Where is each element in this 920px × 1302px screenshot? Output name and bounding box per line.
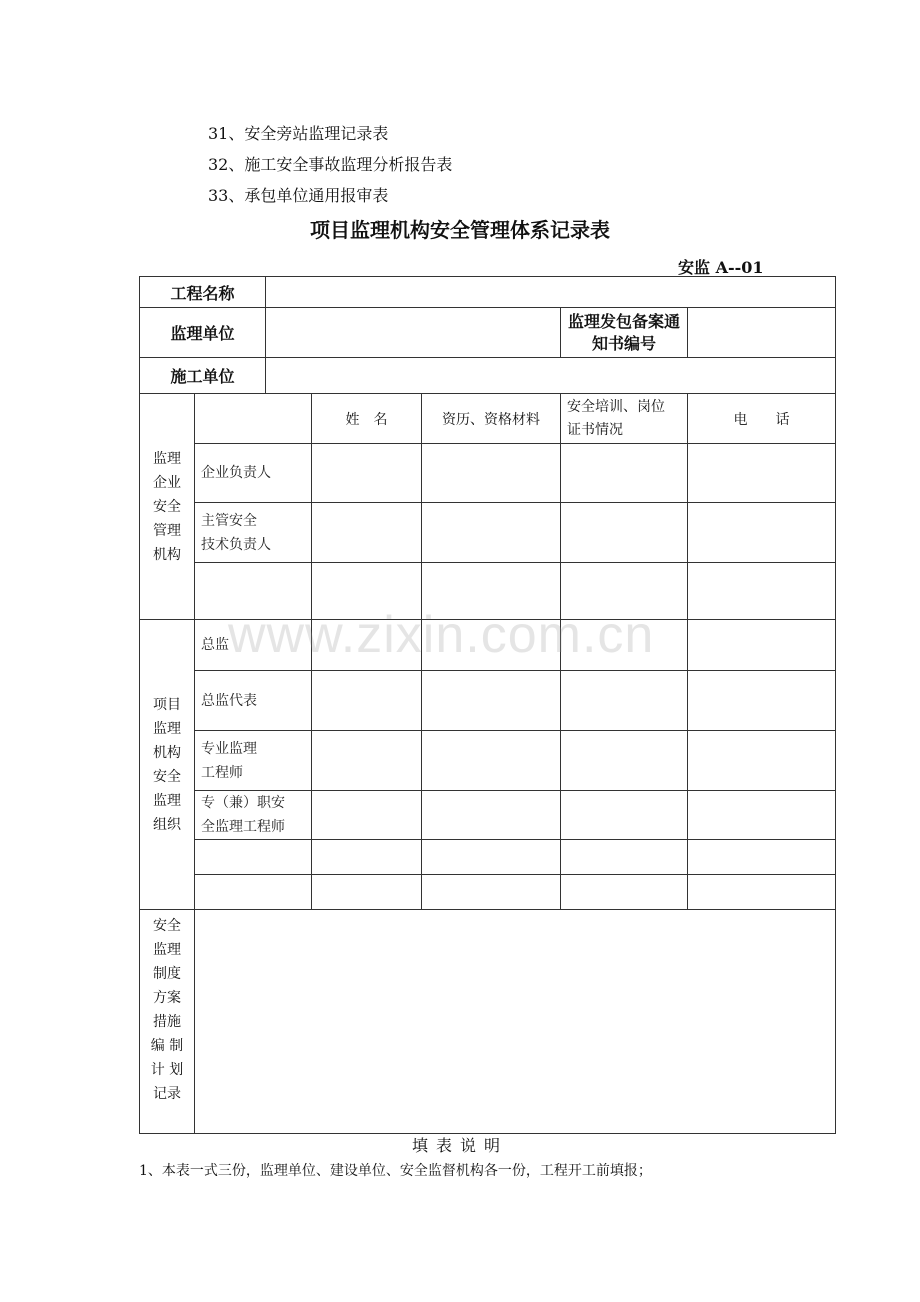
cell-qualification[interactable] (422, 875, 561, 910)
list-item: 32、施工安全事故监理分析报告表 (208, 155, 453, 174)
cell-training[interactable] (561, 791, 688, 840)
cell-qualification[interactable] (422, 731, 561, 791)
notice-number-label-line2: 知书编号 (592, 333, 657, 353)
cell-training[interactable] (561, 671, 688, 731)
cell-phone[interactable] (688, 563, 836, 620)
notes-heading: 填表说明 (411, 1136, 508, 1155)
cell-name[interactable] (312, 840, 422, 875)
notice-number-label-line1: 监理发包备案通 (568, 311, 681, 331)
column-name: 姓 名 (312, 394, 422, 444)
cell-name[interactable] (312, 791, 422, 840)
role-safety-engineer: 专（兼）职安 全监理工程师 (195, 791, 312, 840)
role-blank (195, 875, 312, 910)
cell-phone[interactable] (688, 503, 836, 563)
cell-name[interactable] (312, 671, 422, 731)
cell-phone[interactable] (688, 671, 836, 731)
cell-phone[interactable] (688, 791, 836, 840)
cell-training[interactable] (561, 731, 688, 791)
construction-unit-label: 施工单位 (140, 358, 266, 394)
system-record-value[interactable] (195, 910, 836, 1134)
cell-qualification[interactable] (422, 503, 561, 563)
cell-name[interactable] (312, 444, 422, 503)
construction-unit-value[interactable] (266, 358, 836, 394)
role-specialist: 专业监理 工程师 (195, 731, 312, 791)
cell-training[interactable] (561, 503, 688, 563)
project-group-label: 项目 监理 机构 安全 监理 组织 (140, 620, 195, 910)
cell-phone[interactable] (688, 840, 836, 875)
column-phone: 电 话 (688, 394, 836, 444)
column-qualification: 资历、资格材料 (422, 394, 561, 444)
project-name-label: 工程名称 (140, 277, 266, 308)
cell-qualification[interactable] (422, 671, 561, 731)
role-blank (195, 840, 312, 875)
cell-phone[interactable] (688, 875, 836, 910)
list-item: 31、安全旁站监理记录表 (208, 124, 389, 143)
notes-item: 1、本表一式三份，监理单位、建设单位、安全监督机构各一份，工程开工前填报； (139, 1163, 652, 1179)
form-title: 项目监理机构安全管理体系记录表 (310, 218, 610, 242)
list-item: 33、承包单位通用报审表 (208, 186, 389, 205)
cell-training[interactable] (561, 840, 688, 875)
supervision-unit-label: 监理单位 (140, 308, 266, 358)
cell-qualification[interactable] (422, 791, 561, 840)
notice-number-value[interactable] (688, 308, 836, 358)
cell-training[interactable] (561, 875, 688, 910)
cell-phone[interactable] (688, 731, 836, 791)
cell-training[interactable] (561, 444, 688, 503)
notice-number-label (561, 308, 688, 358)
project-name-value[interactable] (266, 277, 836, 308)
role-chief-rep: 总监代表 (195, 671, 312, 731)
cell-phone[interactable] (688, 444, 836, 503)
system-group-label: 安全 监理 制度 方案 措施 编 制 计 划 记录 (140, 910, 195, 1134)
record-table (139, 276, 836, 1134)
cell-qualification[interactable] (422, 840, 561, 875)
role-enterprise-head: 企业负责人 (195, 444, 312, 503)
column-training: 安全培训、岗位 证书情况 (561, 394, 688, 444)
cell-name[interactable] (312, 503, 422, 563)
role-safety-head: 主管安全 技术负责人 (195, 503, 312, 563)
cell-qualification[interactable] (422, 444, 561, 503)
cell-name[interactable] (312, 731, 422, 791)
watermark: www.zixin.com.cn (228, 606, 655, 664)
enterprise-group-label: 监理 企业 安全 管理 机构 (140, 394, 195, 620)
role-header-blank (195, 394, 312, 444)
form-code: 安监 A--01 (678, 258, 764, 277)
cell-name[interactable] (312, 875, 422, 910)
document-list (208, 118, 452, 211)
cell-phone[interactable] (688, 620, 836, 671)
supervision-unit-value[interactable] (266, 308, 561, 358)
role-chief: 总监 (195, 620, 312, 671)
